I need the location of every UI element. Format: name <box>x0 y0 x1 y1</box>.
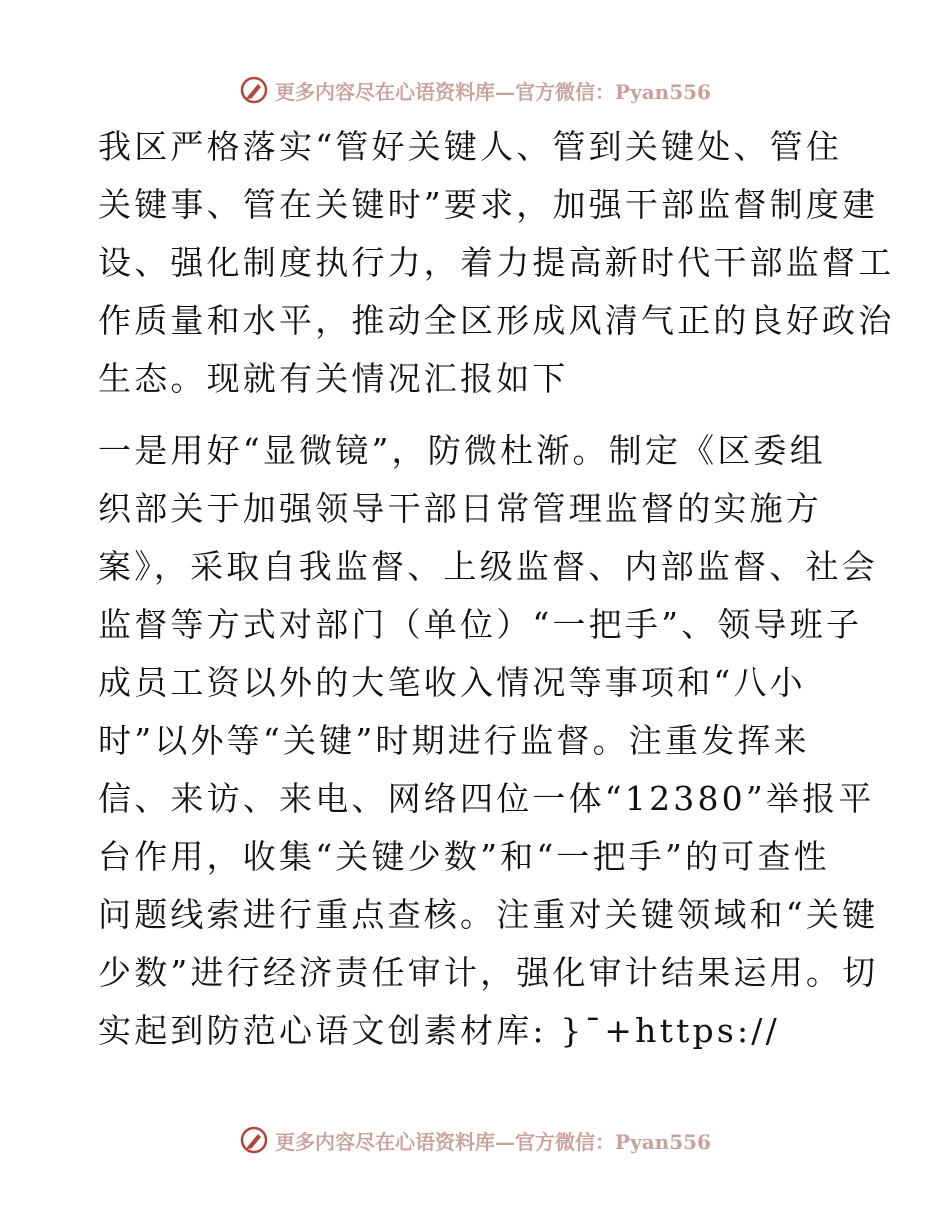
footer-banner <box>0 1120 950 1160</box>
pen-nib-logo-icon <box>239 1125 269 1155</box>
text-line: 信、来访、来电、网络四位一体“12380”举报平 <box>98 779 875 818</box>
footer-banner-text: 更多内容尽在心语资料库—官方微信：Pyan556 <box>275 1129 711 1154</box>
text-line: 台作用，收集“关键少数”和“一把手”的可查性 <box>98 837 830 876</box>
text-line: 生态。现就有关情况汇报如下 <box>98 359 569 398</box>
paragraph-intro <box>98 118 895 408</box>
text-line: 我区严格落实“管好关键人、管到关键处、管住 <box>98 127 843 166</box>
text-line: 实起到防范心语文创素材库: }¯+https:// <box>98 1011 780 1050</box>
text-line: 设、强化制度执行力，着力提高新时代干部监督工 <box>98 243 895 282</box>
text-line: 案》，采取自我监督、上级监督、内部监督、社会 <box>98 547 878 586</box>
text-line: 一是用好“显微镜”，防微杜渐。制定《区委组 <box>98 431 826 470</box>
text-line: 织部关于加强领导干部日常管理监督的实施方 <box>98 489 822 528</box>
text-line: 时”以外等“关键”时期进行监督。注重发挥来 <box>98 721 810 760</box>
text-line: 作质量和水平，推动全区形成风清气正的良好政治 <box>98 301 895 340</box>
text-line: 问题线索进行重点查核。注重对关键领域和“关键 <box>98 895 879 934</box>
paragraph-gap <box>98 408 858 422</box>
text-line: 少数”进行经济责任审计，强化审计结果运用。切 <box>98 953 879 992</box>
text-line: 关键事、管在关键时”要求，加强干部监督制度建 <box>98 185 879 224</box>
header-banner <box>0 70 950 110</box>
pen-nib-logo-icon <box>239 75 269 105</box>
header-banner-text: 更多内容尽在心语资料库—官方微信：Pyan556 <box>275 79 711 104</box>
paragraph-microscope <box>98 422 879 1060</box>
text-line: 成员工资以外的大笔收入情况等事项和“八小 <box>98 663 806 702</box>
text-line: 监督等方式对部门（单位）“一把手”、领导班子 <box>98 605 863 644</box>
document-body <box>98 118 895 1060</box>
